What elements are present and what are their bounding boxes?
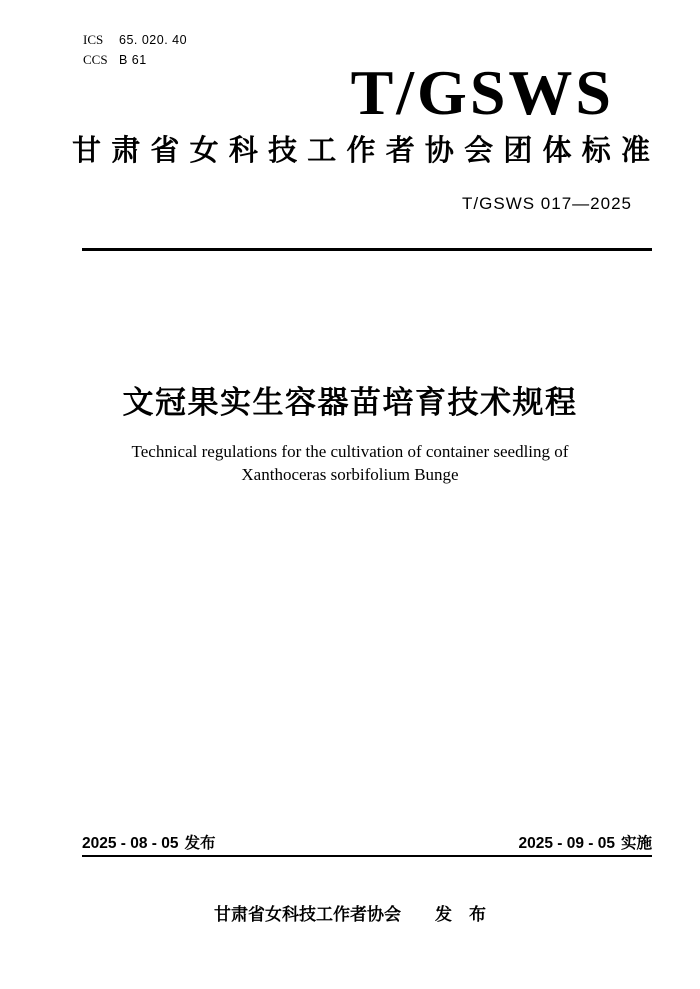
document-title-english: [0, 440, 700, 486]
classification-codes: [83, 30, 187, 70]
title-english-line1: Technical regulations for the cultivation of container seedling of: [131, 442, 569, 461]
document-title-chinese: 文冠果实生容器苗培育技术规程: [122, 385, 578, 420]
society-standard-heading: 甘肃省女科技工作者协会团体标准: [72, 135, 650, 167]
dates-row: [82, 831, 652, 853]
title-english-line2: Xanthoceras sorbifolium Bunge: [241, 465, 459, 484]
standard-number: T/GSWS 017—2025: [462, 194, 632, 213]
ccs-label: CCS: [83, 52, 108, 67]
ics-row: [83, 30, 187, 50]
publisher-line: [0, 900, 700, 925]
header-rule: [82, 248, 652, 251]
implementation-date-row: [518, 831, 652, 853]
publisher-name: 甘肃省女科技工作者协会: [214, 905, 401, 924]
implementation-label: 实施: [620, 835, 652, 852]
ccs-value: B 61: [119, 53, 147, 67]
ccs-row: [83, 50, 187, 70]
standard-body-logo: T/GSWS: [350, 57, 614, 128]
implementation-date: 2025 - 09 - 05: [518, 835, 615, 852]
release-label: 发布: [184, 835, 216, 852]
release-date: 2025 - 08 - 05: [82, 835, 179, 852]
ics-value: 65. 020. 40: [119, 33, 188, 47]
footer-rule: [82, 855, 652, 857]
ics-label: ICS: [83, 32, 104, 47]
publish-action-label: 发 布: [435, 905, 486, 924]
release-date-row: [82, 831, 216, 853]
